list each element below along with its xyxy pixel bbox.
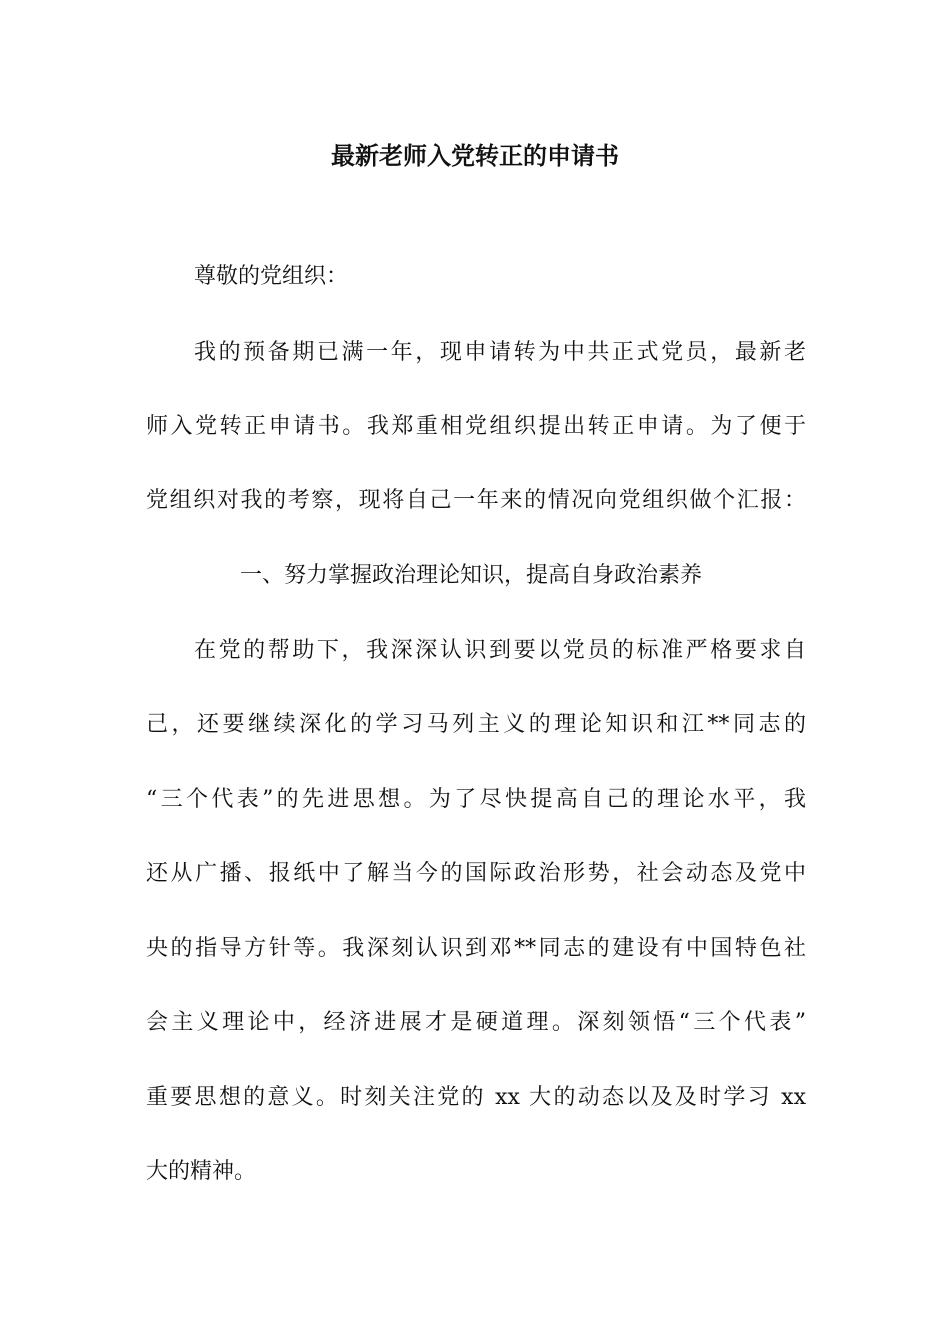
paragraph-line: 党组织对我的考察，现将自己一年来的情况向党组织做个汇报： [146, 488, 806, 513]
paragraph-line: “三个代表”的先进思想。为了尽快提高自己的理论水平，我 [146, 787, 806, 812]
paragraph-line: 师入党转正申请书。我郑重相党组织提出转正申请。为了便于 [146, 414, 806, 439]
paragraph-line: 会主义理论中，经济进展才是硬道理。深刻领悟“三个代表” [146, 1010, 806, 1035]
paragraph-line: 大的精神。 [146, 1159, 257, 1184]
paragraph-line: 央的指导方针等。我深刻认识到邓**同志的建设有中国特色社 [146, 936, 806, 961]
paragraph-line: 我的预备期已满一年，现申请转为中共正式党员，最新老 [194, 340, 806, 365]
paragraph-line: 在党的帮助下，我深深认识到要以党员的标准严格要求自 [194, 638, 806, 663]
paragraph-line: 重要思想的意义。时刻关注党的 xx 大的动态以及及时学习 xx [146, 1085, 806, 1110]
section-heading: 一、努力掌握政治理论知识，提高自身政治素养 [240, 563, 703, 588]
paragraph-line: 己，还要继续深化的学习马列主义的理论知识和江**同志的 [146, 712, 806, 737]
paragraph-line: 还从广播、报纸中了解当今的国际政治形势，社会动态及党中 [146, 861, 806, 886]
salutation: 尊敬的党组织： [194, 264, 349, 289]
document-title: 最新老师入党转正的申请书 [331, 142, 619, 170]
